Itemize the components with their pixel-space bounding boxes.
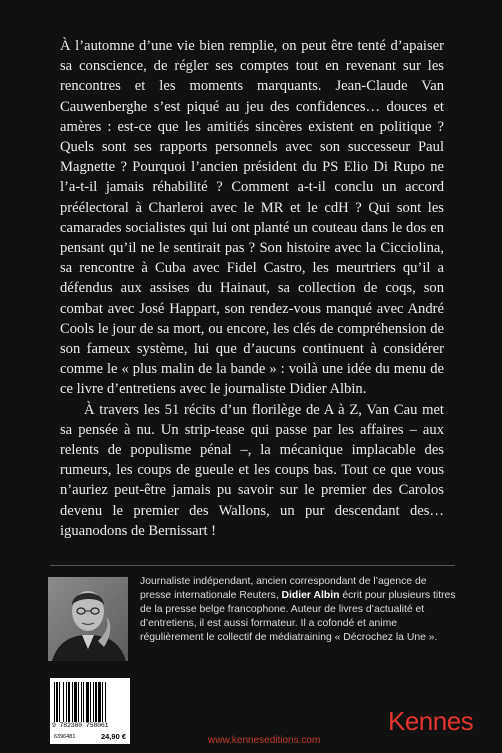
bio-text-before: Journaliste indépendant, ancien correspondant de l’agence de presse internationale Reuters, — [140, 576, 427, 601]
section-divider — [50, 565, 455, 566]
blurb-paragraph-1: À l’automne d’une vie bien remplie, on peut être tenté d’apaiser sa conscience, de régler ses comptes tout en revenant sur les rencontres et les moments marquants. Jean-Claude Van Cauwenberghe s’est piqué au jeu des confidences… douces et amères : est-ce que les amitiés sincères existent en politique ? Quels sont ses rapports personnels avec son successeur Paul Magnette ? Pourquoi l’ancien président du PS Elio Di Rupo ne l’a-t-il jamais réhabilité ? Comment a-t-il conclu un accord préélectoral à Charleroi avec le MR et le cdH ? Qui sont les camarades socialistes qui lui ont planté un couteau dans le dos en pensant qu’il ne le sentirait pas ? Son histoire avec la Cicciolina, sa rencontre à Cuba avec Fidel Castro, les meurtriers qu’il a défendus aux assises du Hainaut, sa collection de coqs, son combat avec José Happart, son rendez-vous manqué avec André Cools le jour de sa mort, ou encore, les clés de compréhension de son fameux système, lui que d’aucuns continuent à considérer comme le « plus malin de la bande » : voilà une idée du menu de ce livre d’entretiens avec le journaliste Didier Albin. — [60, 38, 444, 398]
barcode — [50, 678, 130, 744]
blurb-paragraph-2: À travers les 51 récits d’un florilège de A à Z, Van Cau met sa pensée à nu. Un strip-tease qui passe par les affaires – aux relents de populisme pénal –, la mécanique implacable des rumeurs, les coups de gueule et les coups bas. Tout ce que vous n’auriez peut-être jamais pu savoir sur le premier des Carolos devenu le premier des Wallons, un pur descendant des… iguanodons de Bernissart ! — [60, 401, 444, 539]
bio-text-after: écrit pour plusieurs titres de la presse belge francophone. Auteur de livres d’actualité et d’entretiens, il est aussi formateur. Il a cofondé et anime régulièrement le collectif de médiatraining « Décrochez la Une ». — [140, 589, 456, 643]
author-bio — [140, 575, 460, 645]
publisher-website: www.kenneseditions.com — [208, 735, 321, 746]
author-photo — [48, 577, 128, 661]
price-label: 24,90 € — [100, 732, 126, 741]
blurb-text — [60, 36, 444, 541]
isbn-number: 9 782380 758061 — [52, 722, 109, 729]
author-name: Didier Albin — [281, 589, 340, 601]
barcode-bars — [54, 682, 126, 722]
publisher-logo: Kennes — [388, 706, 474, 736]
product-code: 6396481 — [54, 734, 76, 740]
